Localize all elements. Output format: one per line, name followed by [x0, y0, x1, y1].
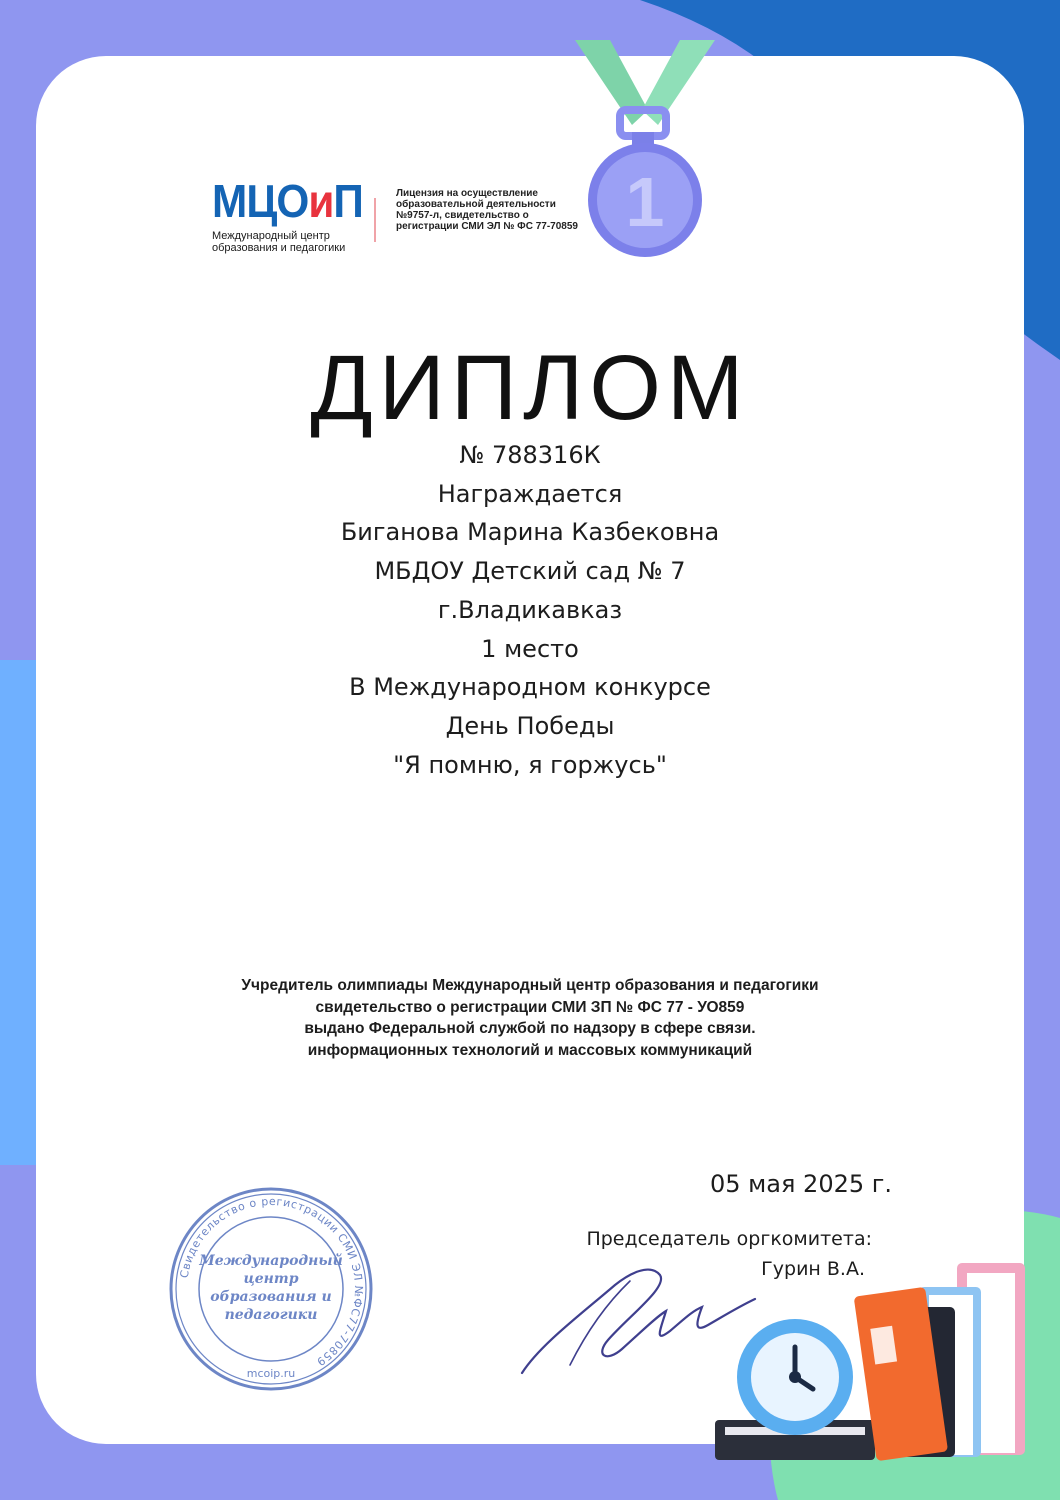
awarded-label: Награждается	[437, 479, 623, 508]
logo-wordmark: МЦОиП	[212, 175, 363, 227]
medal-number: 1	[625, 163, 665, 241]
diploma-number: № 788316К	[459, 441, 601, 469]
stamp-center-text: Международный центр образования и педагогики	[199, 1253, 343, 1323]
chair-name: Гурин В.А.	[761, 1258, 865, 1280]
institution: МБДОУ Детский сад № 7	[374, 557, 686, 586]
contest-type: В Международном конкурсе	[349, 673, 711, 702]
logo-divider	[374, 198, 376, 242]
books-clock-illustration	[705, 1255, 1040, 1470]
chair-title: Председатель оргкомитета:	[586, 1228, 872, 1250]
founder-line: информационных технологий и массовых коммуникаций	[307, 1041, 753, 1059]
license-text: Лицензия на осуществление образовательной деятельности №9757-л, свидетельство о регистрации СМИ ЭЛ № ФС 77-70859	[396, 188, 578, 232]
issue-date: 05 мая 2025 г.	[710, 1170, 892, 1198]
contest-name: День Победы	[445, 711, 615, 740]
award-details	[0, 436, 1060, 784]
organization-logo	[212, 175, 376, 254]
medal-icon	[570, 40, 720, 262]
city: г.Владикавказ	[437, 595, 623, 624]
place: 1 место	[481, 634, 579, 663]
stamp-ring-text: Свидетельство о регистрации СМИ ЭЛ №ФС77-70859	[177, 1194, 366, 1369]
work-title: "Я помню, я горжусь"	[393, 750, 667, 779]
recipient-name: Биганова Марина Казбековна	[340, 518, 720, 547]
founder-line: выдано Федеральной службой по надзору в сфере связи.	[304, 1020, 756, 1037]
founder-line: Учредитель олимпиады Международный центр образования и педагогики	[241, 977, 819, 994]
founder-line: свидетельство о регистрации СМИ ЗП № ФС 77 - УО859	[315, 998, 745, 1016]
logo-subtitle: Международный центр образования и педагогики	[212, 230, 346, 254]
founder-info	[0, 975, 1060, 1061]
diploma-title: ДИПЛОМ	[310, 337, 750, 439]
stamp-url: mcoip.ru	[246, 1367, 296, 1380]
